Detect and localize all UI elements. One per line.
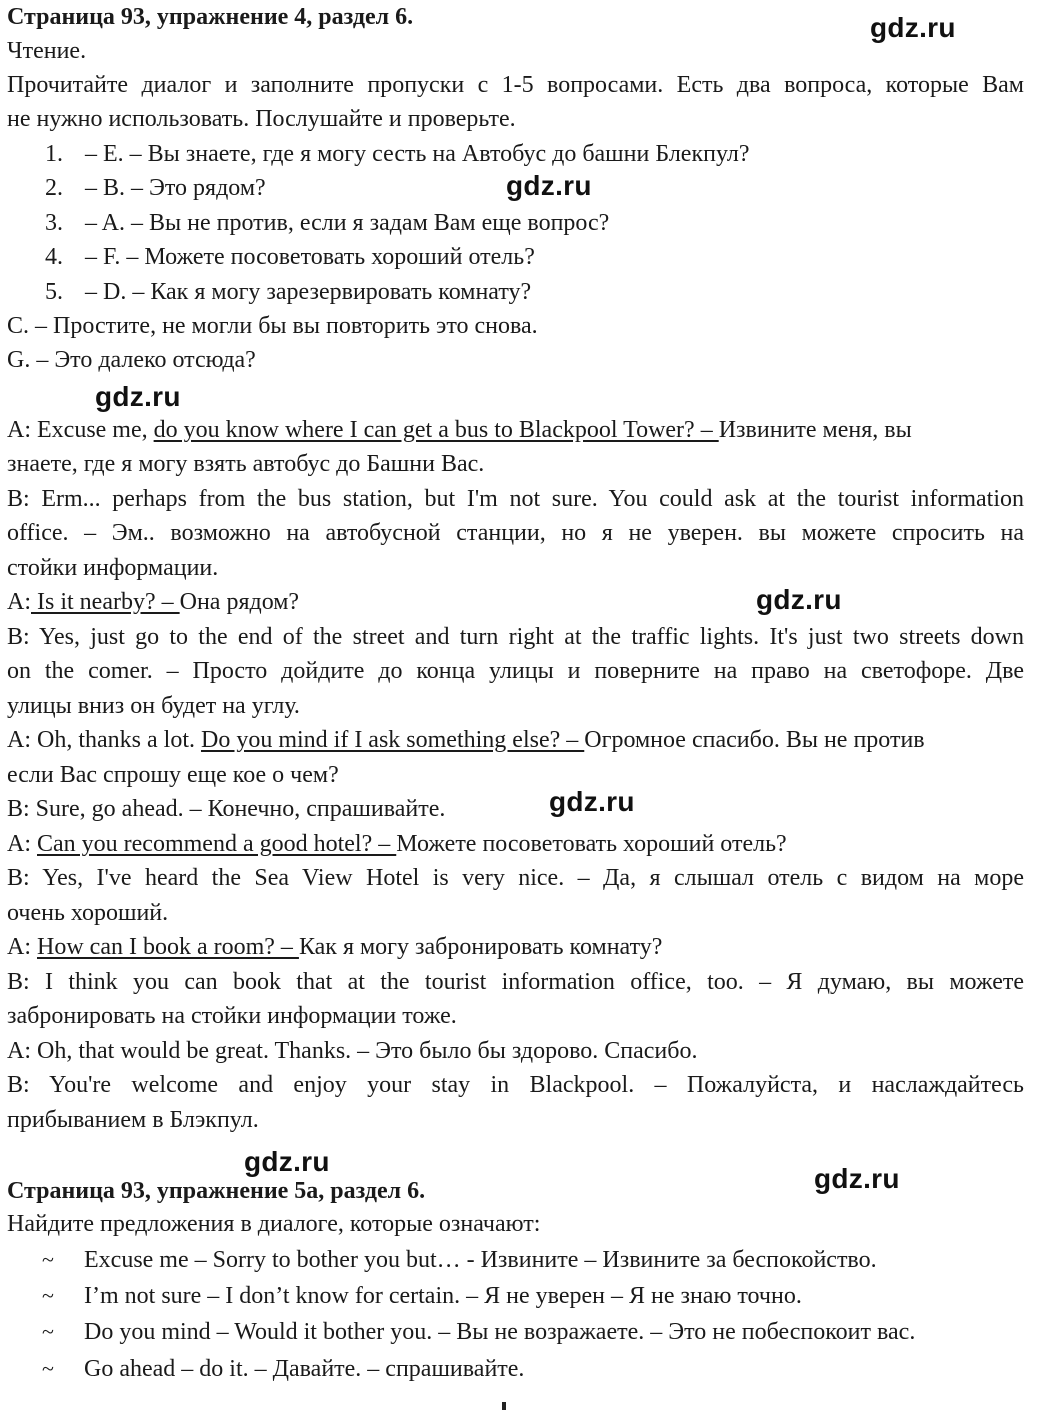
- watermark-logo: gdz.ru: [549, 786, 635, 817]
- tilde-bullet-icon: ~: [42, 1319, 54, 1344]
- answer-text: – B. – Это рядом?: [85, 175, 266, 201]
- dialogue-line: B: I think you can book that at the tourist information office, too. – Я думаю, вы можете: [7, 969, 1024, 995]
- dialogue-line: B: Erm... perhaps from the bus station, but I'm not sure. You could ask at the tourist information: [7, 486, 1024, 512]
- dialogue-line: [7, 725, 1024, 755]
- filled-gap-answer: Can you recommend a good hotel? –: [37, 831, 397, 857]
- list-item: Excuse me – Sorry to bother you but… - Извините – Извините за беспокойство.: [84, 1247, 877, 1273]
- list-item: I’m not sure – I don’t know for certain. – Я не уверен – Я не знаю точно.: [84, 1283, 802, 1309]
- answer-number: 1.: [45, 141, 63, 167]
- dialogue-translation: Извините меня, вы: [718, 417, 912, 443]
- dialogue-line: office. – Эм.. возможно на автобусной станции, но я не уверен. вы можете спросить на: [7, 520, 1024, 546]
- watermark-logo: gdz.ru: [95, 381, 181, 412]
- dialogue-text: A: Excuse me,: [7, 417, 154, 443]
- dialogue-text: A:: [7, 831, 37, 857]
- answer-text: – E. – Вы знаете, где я могу сесть на Автобус до башни Блекпул?: [85, 141, 750, 167]
- dialogue-line: стойки информации.: [7, 555, 219, 581]
- watermark-logo: gdz.ru: [870, 12, 956, 43]
- answer-number: 3.: [45, 210, 63, 236]
- section-2-instruction: Найдите предложения в диалоге, которые означают:: [7, 1211, 541, 1237]
- dialogue-line: знаете, где я могу взять автобус до Башни Вас.: [7, 451, 485, 477]
- dialogue-text: A: Oh, thanks a lot.: [7, 727, 201, 753]
- list-item: Go ahead – do it. – Давайте. – спрашивайте.: [84, 1356, 525, 1382]
- dialogue-line: забронировать на стойки информации тоже.: [7, 1003, 457, 1029]
- dialogue-line: прибыванием в Блэкпул.: [7, 1107, 259, 1133]
- watermark-logo: gdz.ru: [756, 584, 842, 615]
- dialogue-line: B: Yes, I've heard the Sea View Hotel is very nice. – Да, я слышал отель с видом на море: [7, 865, 1024, 891]
- answer-number: 2.: [45, 175, 63, 201]
- dialogue-line: очень хороший.: [7, 900, 169, 926]
- dialogue-line: улицы вниз он будет на углу.: [7, 693, 300, 719]
- dialogue-line: если Вас спрошу еще кое о чем?: [7, 762, 339, 788]
- page-mark: [502, 1402, 506, 1410]
- answer-number: 5.: [45, 279, 63, 305]
- dialogue-translation: Огромное спасибо. Вы не против: [584, 727, 925, 753]
- dialogue-text: A:: [7, 934, 37, 960]
- section-2-title: Страница 93, упражнение 5a, раздел 6.: [7, 1178, 426, 1204]
- instruction-line-2: не нужно использовать. Послушайте и проверьте.: [7, 106, 516, 132]
- dialogue-line: A: Oh, that would be great. Thanks. – Это было бы здорово. Спасибо.: [7, 1038, 698, 1064]
- dialogue-line: on the comer. – Просто дойдите до конца улицы и поверните на право на светофоре. Две: [7, 658, 1024, 684]
- dialogue-translation: Можете посоветовать хороший отель?: [396, 831, 787, 857]
- answer-number: 4.: [45, 244, 63, 270]
- instruction-line-1: Прочитайте диалог и заполните пропуски с 1-5 вопросами. Есть два вопроса, которые Вам: [7, 72, 1024, 98]
- dialogue-line: [7, 415, 1024, 445]
- tilde-bullet-icon: ~: [42, 1283, 54, 1308]
- watermark-logo: gdz.ru: [244, 1146, 330, 1177]
- filled-gap-answer: do you know where I can get a bus to Blackpool Tower? –: [153, 417, 719, 443]
- filled-gap-answer: Do you mind if I ask something else? –: [200, 727, 585, 753]
- dialogue-line: [7, 587, 1024, 617]
- unused-question-c: C. – Простите, не могли бы вы повторить это снова.: [7, 313, 538, 339]
- dialogue-line: B: Sure, go ahead. – Конечно, спрашивайте.: [7, 796, 446, 822]
- list-item: Do you mind – Would it bother you. – Вы не возражаете. – Это не побеспокоит вас.: [84, 1319, 916, 1345]
- dialogue-line: B: You're welcome and enjoy your stay in Blackpool. – Пожалуйста, и наслаждайтесь: [7, 1072, 1024, 1098]
- dialogue-line: [7, 932, 1024, 962]
- answer-text: – A. – Вы не против, если я задам Вам еще вопрос?: [85, 210, 610, 236]
- tilde-bullet-icon: ~: [42, 1356, 54, 1381]
- filled-gap-answer: How can I book a room? –: [37, 934, 299, 960]
- unused-question-g: G. – Это далеко отсюда?: [7, 347, 256, 373]
- watermark-logo: gdz.ru: [814, 1163, 900, 1194]
- answer-text: – D. – Как я могу зарезервировать комнату?: [85, 279, 532, 305]
- filled-gap-answer: Is it nearby? –: [31, 589, 180, 615]
- dialogue-line: B: Yes, just go to the end of the street and turn right at the traffic lights. It's just two streets down: [7, 624, 1024, 650]
- section-1-subtitle: Чтение.: [7, 38, 87, 64]
- section-1-title: Страница 93, упражнение 4, раздел 6.: [7, 4, 414, 30]
- tilde-bullet-icon: ~: [42, 1247, 54, 1272]
- dialogue-text: A:: [7, 589, 31, 615]
- dialogue-line: [7, 829, 1024, 859]
- dialogue-translation: Она рядом?: [179, 589, 300, 615]
- dialogue-translation: Как я могу забронировать комнату?: [298, 934, 663, 960]
- watermark-logo: gdz.ru: [506, 170, 592, 201]
- answer-text: – F. – Можете посоветовать хороший отель?: [85, 244, 535, 270]
